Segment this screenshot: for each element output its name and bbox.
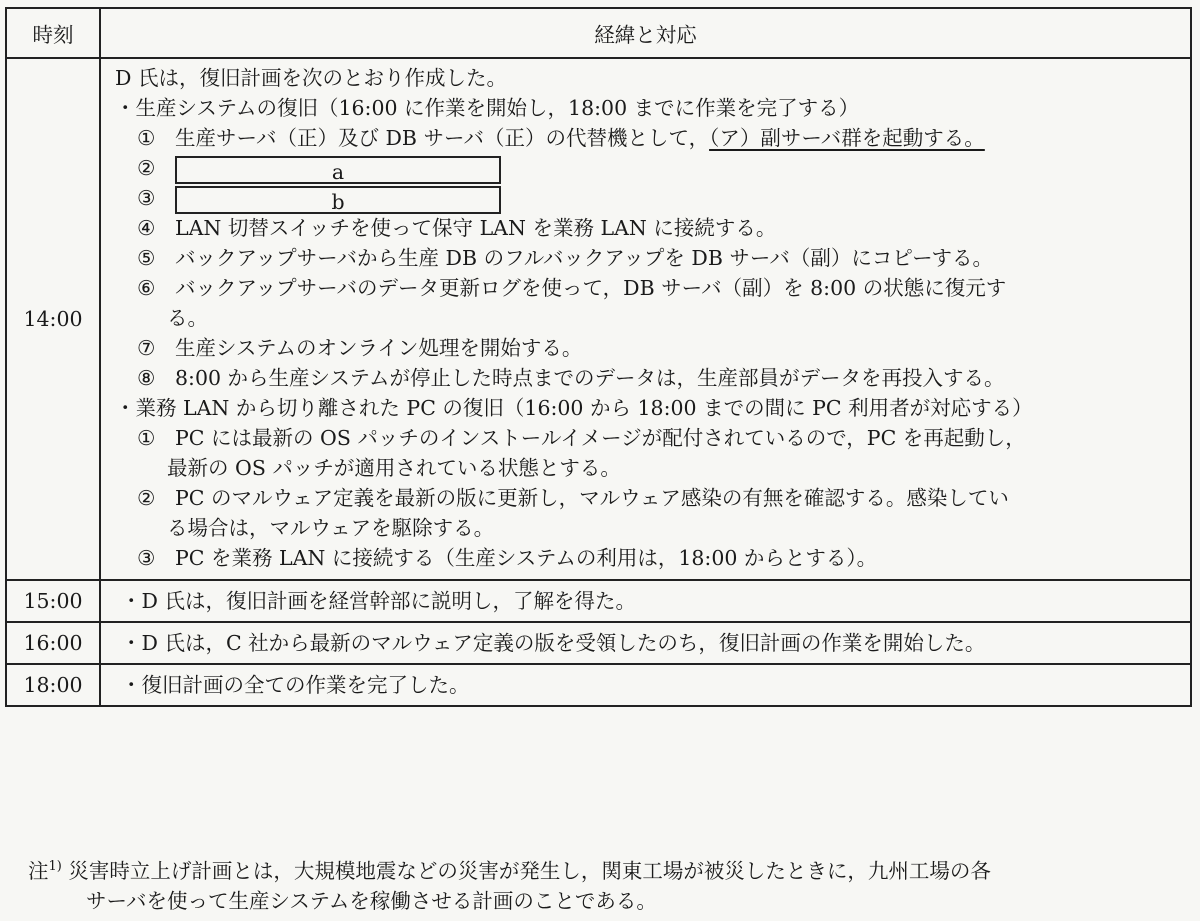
events-cell	[100, 580, 1191, 622]
item-number: ③	[137, 186, 156, 210]
item-text: 生産サーバ（正）及び DB サーバ（正）の代替機として，	[175, 126, 710, 150]
list-item	[115, 423, 1180, 453]
table-row	[6, 580, 1191, 622]
table-header-row	[6, 8, 1191, 58]
item-text: 生産システムのオンライン処理を開始する。	[175, 336, 583, 360]
list-item	[115, 183, 1180, 213]
item-continuation: る場合は，マルウェアを駆除する。	[167, 516, 495, 540]
footnote	[28, 856, 991, 916]
footnote-line-2: サーバを使って生産システムを稼働させる計画のことである。	[86, 889, 657, 913]
item-number: ⑥	[137, 276, 156, 300]
item-number: ④	[137, 216, 156, 240]
item-number: ⑦	[137, 336, 156, 360]
underlined-phrase-a: （ア）副サーバ群を起動する。	[709, 126, 985, 150]
item-text: バックアップサーバから生産 DB のフルバックアップを DB サーバ（副）にコピーする。	[175, 246, 994, 270]
list-item	[115, 153, 1180, 183]
event-text: ・D 氏は，C 社から最新のマルウェア定義の版を受領したのち，復旧計画の作業を開始した。	[121, 631, 986, 655]
item-text: PC には最新の OS パッチのインストールイメージが配付されているので，PC を再起動し，	[175, 426, 1026, 450]
table-row	[6, 622, 1191, 664]
list-item	[115, 213, 1180, 243]
list-item	[115, 123, 1180, 153]
section-pc-recovery: ・業務 LAN から切り離された PC の復旧（16:00 から 18:00 までの間に PC 利用者が対応する）	[115, 396, 1033, 420]
list-item	[115, 333, 1180, 363]
item-text: 8:00 から生産システムが停止した時点までのデータは，生産部員がデータを再投入する。	[175, 366, 1005, 390]
events-cell	[100, 58, 1191, 580]
footnote-mark: 1)	[48, 859, 62, 874]
item-continuation: る。	[167, 306, 208, 330]
time-cell: 15:00	[6, 580, 100, 622]
section-production-recovery: ・生産システムの復旧（16:00 に作業を開始し，18:00 までに作業を完了する）	[115, 96, 860, 120]
time-cell: 16:00	[6, 622, 100, 664]
plan-intro: D 氏は，復旧計画を次のとおり作成した。	[115, 66, 507, 90]
item-text: バックアップサーバのデータ更新ログを使って，DB サーバ（副）を 8:00 の状態に復元す	[175, 276, 1007, 300]
events-cell	[100, 622, 1191, 664]
time-cell: 14:00	[6, 58, 100, 580]
event-text: ・復旧計画の全ての作業を完了した。	[121, 673, 470, 697]
table-row	[6, 664, 1191, 706]
footnote-label: 注	[28, 859, 49, 883]
blank-box-a: a	[175, 156, 501, 184]
item-number: ①	[137, 126, 156, 150]
table-row	[6, 58, 1191, 580]
list-item	[115, 483, 1180, 513]
item-text: LAN 切替スイッチを使って保守 LAN を業務 LAN に接続する。	[175, 216, 777, 240]
footnote-text: 災害時立上げ計画とは，大規模地震などの災害が発生し，関東工場が被災したときに，九州工場の各	[68, 859, 991, 883]
item-text: PC のマルウェア定義を最新の版に更新し，マルウェア感染の有無を確認する。感染してい	[175, 486, 1009, 510]
item-text: PC を業務 LAN に接続する（生産システムの利用は，18:00 からとする）。	[175, 546, 878, 570]
blank-box-b: b	[175, 186, 501, 214]
item-number: ②	[137, 486, 156, 510]
item-continuation: 最新の OS パッチが適用されている状態とする。	[167, 456, 621, 480]
footnote-line-1	[28, 856, 991, 886]
list-item	[115, 543, 1180, 573]
events-cell	[100, 664, 1191, 706]
item-number: ⑧	[137, 366, 156, 390]
time-column-header: 時刻	[6, 8, 100, 58]
item-number: ①	[137, 426, 156, 450]
time-cell: 18:00	[6, 664, 100, 706]
list-item	[115, 243, 1180, 273]
events-column-header: 経緯と対応	[100, 8, 1191, 58]
list-item	[115, 273, 1180, 303]
incident-timeline-table	[5, 7, 1192, 707]
event-text: ・D 氏は，復旧計画を経営幹部に説明し，了解を得た。	[121, 589, 636, 613]
item-number: ③	[137, 546, 156, 570]
item-number: ②	[137, 156, 156, 180]
item-number: ⑤	[137, 246, 156, 270]
list-item	[115, 363, 1180, 393]
